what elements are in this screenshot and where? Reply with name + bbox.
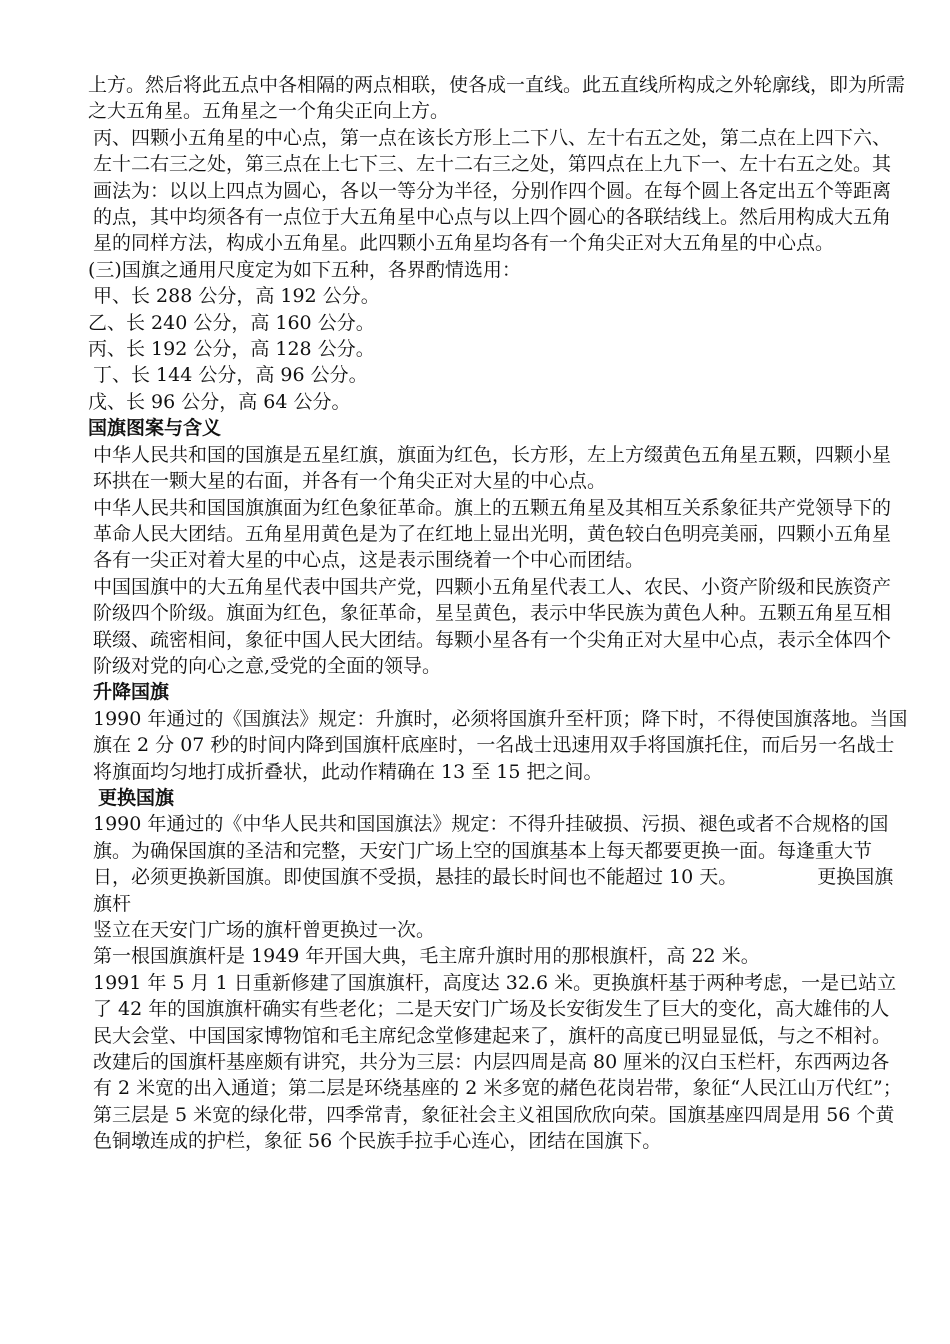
paragraph: 丙、四颗小五角星的中心点，第一点在该长方形上二下八、左十右五之处，第二点在上四下六、左十二右三之处，第三点在上七下三、左十二右三之处，第四点在上九下一、左十右五之处。其画法为：以以上四点为圆心，各以一等分为半径，分别作四个圆。在每个圆上各定出五个等距离的点，其中均须各有一点位于大五角星中心点与以上四个圆心的各联结线上。然后用构成大五角星的同样方法，构成小五角星。此四颗小五角星均各有一个角尖正对大五角星的中心点。 [93,126,892,255]
pole-subheading: 更换国旗旗杆 [93,866,894,915]
paragraph: 1990 年通过的《国旗法》规定：升旗时，必须将国旗升至杆顶；降下时，不得使国旗落地。当国旗在 2 分 07 秒的时间内降到国旗杆底座时，一名战士迅速用双手将国旗托住，而后另一名战士将旗面均匀地打成折叠状，此动作精确在 13 至 15 把之间。 [93,707,908,783]
list-item: 戊、长 96 公分，高 64 公分。 [88,390,351,413]
paragraph: (三)国旗之通用尺度定为如下五种，各界酌情选用： [88,258,521,281]
paragraph: 中国国旗中的大五角星代表中国共产党，四颗小五角星代表工人、农民、小资产阶级和民族资产阶级四个阶级。旗面为红色，象征革命，星呈黄色，表示中华民族为黄色人种。五颗五角星互相联缀、疏密相间，象征中国人民大团结。每颗小星各有一个尖角正对大星中心点，表示全体四个阶级对党的向心之意,受党的全面的领导。 [93,575,892,677]
list-item: 丁、长 144 公分，高 96 公分。 [93,364,368,387]
paragraph: 竖立在天安门广场的旗杆曾更换过一次。 [93,919,436,941]
paragraph: 改建后的国旗杆基座颇有讲究，共分为三层：内层四周是高 80 厘米的汉白玉栏杆，东西两边各有 2 米宽的出入通道；第二层是环绕基座的 2 米多宽的赭色花岗岩带，象征“人民江山万代红”；第三层是 5 米宽的绿化带，四季常青，象征社会主义祖国欣欣向荣。国旗基座四周是用 56 个黄色铜墩连成的护栏，象征 56 个民族手拉手心连心，团结在国旗下。 [93,1051,902,1153]
paragraph [88,811,908,917]
paragraph: 第一根国旗旗杆是 1949 年开国大典，毛主席升旗时用的那根旗杆，高 22 米。 [93,945,760,968]
replace-paragraph-text: 1990 年通过的《中华人民共和国国旗法》规定：不得升挂破损、污损、褪色或者不合规格的国旗。为确保国旗的圣洁和完整，天安门广场上空的国旗基本上每天都要更换一面。每逢重大节日，必须更换新国旗。即使国旗不受损，悬挂的最长时间也不能超过 10 天。 [93,813,889,889]
section-heading-meaning: 国旗图案与含义 [88,417,222,440]
list-item: 甲、长 288 公分，高 192 公分。 [93,285,380,308]
list-item: 丙、长 192 公分，高 128 公分。 [88,338,375,361]
section-heading-replace: 更换国旗 [98,786,175,809]
paragraph: 1991 年 5 月 1 日重新修建了国旗旗杆，高度达 32.6 米。更换旗杆基于两种考虑，一是已站立了 42 年的国旗旗杆确实有些老化；二是天安门广场及长安街发生了巨大的变化，高大雄伟的人民大会堂、中国国家博物馆和毛主席纪念堂修建起来了，旗杆的高度已明显显低，与之不相衬。 [93,971,897,1047]
section-heading-raise: 升降国旗 [93,681,170,704]
document-page [88,72,908,1155]
list-item: 乙、长 240 公分，高 160 公分。 [88,311,375,334]
paragraph: 中华人民共和国的国旗是五星红旗，旗面为红色，长方形，左上方缀黄色五角星五颗，四颗小星环拱在一颗大星的右面，并各有一个角尖正对大星的中心点。 [93,443,892,493]
paragraph: 中华人民共和国国旗旗面为红色象征革命。旗上的五颗五角星及其相互关系象征共产党领导下的革命人民大团结。五角星用黄色是为了在红地上显出光明，黄色较白色明亮美丽，四颗小五角星各有一尖正对着大星的中心点，这是表示围绕着一个中心而团结。 [93,496,892,572]
paragraph: 上方。然后将此五点中各相隔的两点相联，使各成一直线。此五直线所构成之外轮廓线，即为所需之大五角星。五角星之一个角尖正向上方。 [88,74,906,123]
